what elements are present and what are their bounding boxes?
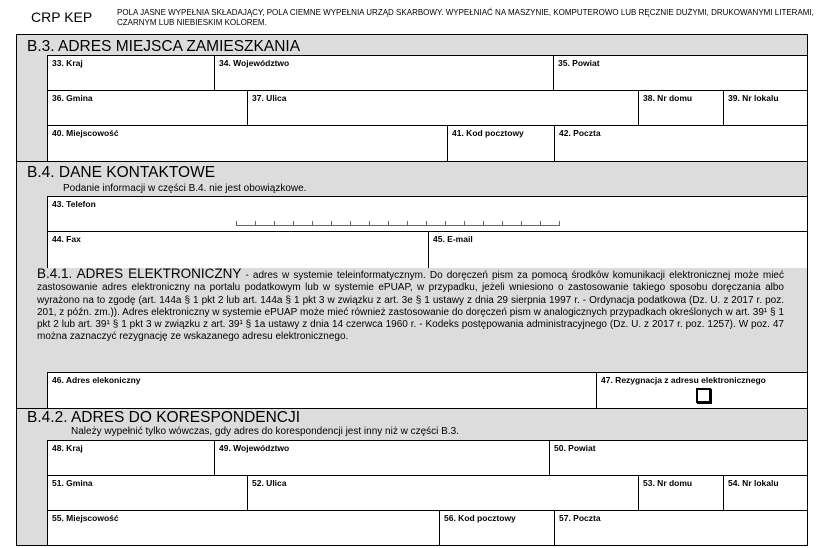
resignation-checkbox[interactable] <box>696 388 711 403</box>
b3-row-2 <box>47 90 808 126</box>
field-label: 36. Gmina <box>52 93 93 103</box>
section-b4-subtitle: Podanie informacji w części B.4. nie jest obowiązkowe. <box>63 183 307 194</box>
field-42-post-office[interactable] <box>554 126 808 161</box>
digit-tick <box>369 221 370 225</box>
field-label: 35. Powiat <box>558 58 600 68</box>
section-b42-title: B.4.2. ADRES DO KORESPONDENCJI <box>27 409 301 426</box>
field-57-post-office[interactable] <box>554 511 808 546</box>
b3-row-3 <box>47 125 808 161</box>
field-label: 43. Telefon <box>52 199 96 209</box>
field-label: 39. Nr lokalu <box>728 93 779 103</box>
field-label: 57. Poczta <box>559 513 601 523</box>
field-label: 33. Kraj <box>52 58 83 68</box>
field-36-municipality[interactable] <box>47 91 247 126</box>
field-label: 51. Gmina <box>52 478 93 488</box>
field-label: 40. Miejscowość <box>52 128 119 138</box>
phone-digit-guides <box>236 219 560 226</box>
digit-tick <box>388 221 389 225</box>
digit-tick <box>350 221 351 225</box>
section-b4-title: B.4. DANE KONTAKTOWE <box>27 164 216 181</box>
form-logo: CRP KEP <box>31 9 93 25</box>
digit-tick <box>312 221 313 225</box>
digit-tick <box>502 221 503 225</box>
section-b42-subtitle: Należy wypełnić tylko wówczas, gdy adres do korespondencji jest inny niż w części B.3. <box>71 426 459 437</box>
field-56-postal-code[interactable] <box>439 511 554 546</box>
field-38-house-number[interactable] <box>638 91 723 126</box>
b42-row-3 <box>47 510 808 546</box>
digit-tick <box>407 221 408 225</box>
field-44-fax[interactable] <box>47 232 428 268</box>
field-45-email[interactable] <box>428 232 808 268</box>
b42-row-1 <box>47 440 808 476</box>
field-48-country[interactable] <box>47 441 214 476</box>
field-label: 37. Ulica <box>252 93 287 103</box>
field-label: 46. Adres elekoniczny <box>52 375 141 385</box>
field-label: 54. Nr lokalu <box>728 478 779 488</box>
field-54-apartment-number[interactable] <box>723 476 808 511</box>
b4-row-2 <box>47 231 808 268</box>
field-label: 34. Województwo <box>219 58 290 68</box>
digit-tick <box>540 221 541 225</box>
field-label: 49. Województwo <box>219 443 290 453</box>
field-37-street[interactable] <box>247 91 638 126</box>
digit-tick <box>426 221 427 225</box>
b42-row-2 <box>47 475 808 511</box>
field-41-postal-code[interactable] <box>447 126 554 161</box>
field-label: 47. Rezygnacja z adresu elektronicznego <box>601 375 766 385</box>
field-53-house-number[interactable] <box>638 476 723 511</box>
digit-tick <box>483 221 484 225</box>
section-divider <box>17 161 808 162</box>
digit-tick <box>464 221 465 225</box>
section-b41-body: - adres w systemie teleinformatycznym. Do doręczeń pism za pomocą środków komunikacji elektronicznej może mieć zastosowanie adres elektroniczny na portalu podatkowym lub w systemie ePUAP, w przypadku, jeżeli wniesiono o zastosowanie takiego sposobu doręczania albo wyrażono na to zgodę (art. 144a § 1 pkt 2 lub art. 144a § 1 pkt 3 w związku z art. 3e § 1 ustawy z dnia 29 sierpnia 1997 r. - Ordynacja podatkowa (Dz. U. z 2017 r. poz. 201, z późn. zm.)). Adres elektroniczny w systemie ePUAP może mieć również zastosowanie do doręczeń pism w analogicznych przypadkach określonych w art. 39¹ § 1 pkt 2 lub art. 39¹ § 1 pkt 3 w związku z art. 39¹ § 1a ustawy z dnia 14 czerwca 1960 r. - Kodeks postępowania administracyjnego (Dz. U. z 2017 r. poz. 1257). W poz. 47 można zaznaczyć rezygnację ze wskazanego adresu elektronicznego. <box>37 270 784 343</box>
section-b41-title: B.4.1. ADRES ELEKTRONICZNY <box>37 266 242 281</box>
field-label: 42. Poczta <box>559 128 601 138</box>
digit-tick <box>445 221 446 225</box>
field-34-voivodeship[interactable] <box>214 56 553 91</box>
field-label: 45. E-mail <box>433 234 473 244</box>
digit-tick <box>293 221 294 225</box>
digit-tick <box>274 221 275 225</box>
field-label: 50. Powiat <box>554 443 596 453</box>
field-40-city[interactable] <box>47 126 447 161</box>
field-50-county[interactable] <box>549 441 808 476</box>
field-label: 41. Kod pocztowy <box>452 128 524 138</box>
field-52-street[interactable] <box>247 476 638 511</box>
section-b3-title: B.3. ADRES MIEJSCA ZAMIESZKANIA <box>27 38 301 55</box>
field-46-electronic-address[interactable] <box>47 373 596 409</box>
field-35-county[interactable] <box>553 56 808 91</box>
field-label: 55. Miejscowość <box>52 513 119 523</box>
b41-row <box>47 372 808 409</box>
field-label: 38. Nr domu <box>643 93 693 103</box>
field-label: 44. Fax <box>52 234 81 244</box>
digit-tick <box>236 221 237 225</box>
field-label: 53. Nr domu <box>643 478 693 488</box>
section-b41-text <box>37 268 784 344</box>
field-49-voivodeship[interactable] <box>214 441 549 476</box>
field-55-city[interactable] <box>47 511 439 546</box>
digit-tick <box>331 221 332 225</box>
digit-tick <box>559 221 560 225</box>
b3-row-1 <box>47 55 808 91</box>
field-43-phone[interactable] <box>47 197 808 232</box>
field-39-apartment-number[interactable] <box>723 91 808 126</box>
field-51-municipality[interactable] <box>47 476 247 511</box>
digit-tick <box>521 221 522 225</box>
b4-row-1 <box>47 196 808 232</box>
form-header <box>0 0 825 34</box>
fill-instructions: POLA JASNE WYPEŁNIA SKŁADAJĄCY, POLA CIEMNE WYPEŁNIA URZĄD SKARBOWY. WYPEŁNIAĆ NA MASZYNIE, KOMPUTEROWO LUB RĘCZNIE DUŻYMI, DRUKOWANYMI LITERAMI, CZARNYM LUB NIEBIESKIM KOLOREM. <box>117 8 814 27</box>
digit-tick <box>255 221 256 225</box>
field-label: 52. Ulica <box>252 478 287 488</box>
field-33-country[interactable] <box>47 56 214 91</box>
field-label: 48. Kraj <box>52 443 83 453</box>
field-label: 56. Kod pocztowy <box>444 513 516 523</box>
